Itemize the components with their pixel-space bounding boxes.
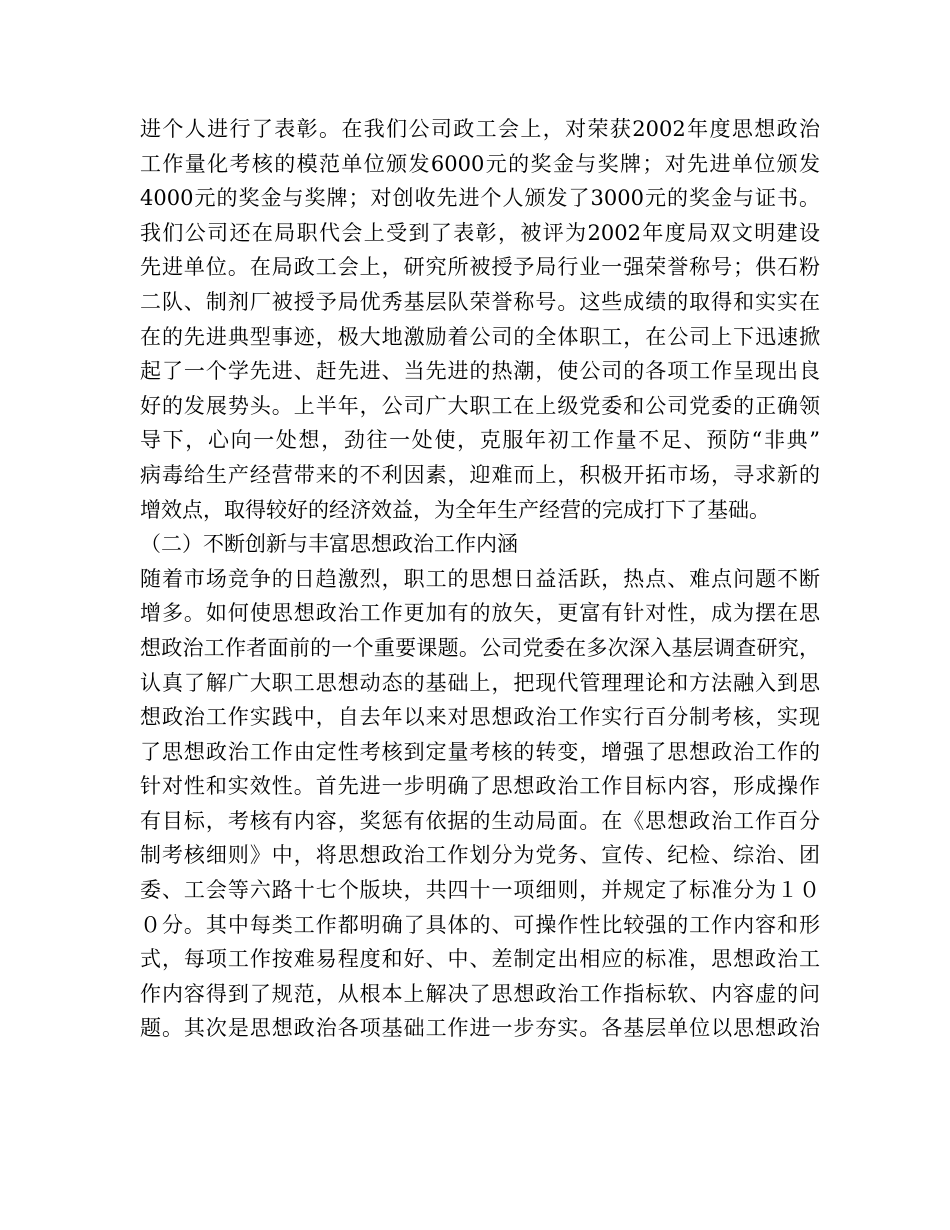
- text-line: 起了一个学先进、赶先进、当先进的热潮，使公司的各项工作呈现出良: [140, 359, 820, 384]
- text-line: 先进单位。在局政工会上，研究所被授予局行业一强荣誉称号；供石粉: [140, 255, 820, 280]
- text-line: 作内容得到了规范，从根本上解决了思想政治工作指标软、内容虚的问: [140, 981, 820, 1006]
- text-line: 有目标，考核有内容，奖惩有依据的生动局面。在《思想政治工作百分: [140, 808, 820, 833]
- text-line: 增多。如何使思想政治工作更加有的放矢，更富有针对性，成为摆在思: [140, 601, 820, 626]
- text-line: 制考核细则》中，将思想政治工作划分为党务、宣传、纪检、综治、团: [140, 843, 820, 868]
- text-line: 认真了解广大职工思想动态的基础上，把现代管理理论和方法融入到思: [140, 670, 820, 695]
- text-line: 工作量化考核的模范单位颁发6000元的奖金与奖牌；对先进单位颁发: [140, 151, 820, 176]
- section-heading: （二）不断创新与丰富思想政治工作内涵: [140, 532, 518, 557]
- text-line: 在的先进典型事迹，极大地激励着公司的全体职工，在公司上下迅速掀: [140, 324, 820, 349]
- text-line: 病毒给生产经营带来的不利因素，迎难而上，积极开拓市场，寻求新的: [140, 462, 820, 487]
- text-line: 4000元的奖金与奖牌；对创收先进个人颁发了3000元的奖金与证书。: [140, 186, 820, 211]
- text-line: 式，每项工作按难易程度和好、中、差制定出相应的标准，思想政治工: [140, 947, 820, 972]
- text-line: 我们公司还在局职代会上受到了表彰，被评为2002年度局双文明建设: [140, 220, 820, 245]
- text-line: 想政治工作实践中，自去年以来对思想政治工作实行百分制考核，实现: [140, 705, 820, 730]
- text-line: ０分。其中每类工作都明确了具体的、可操作性比较强的工作内容和形: [140, 912, 820, 937]
- text-line: 随着市场竞争的日趋激烈，职工的思想日益活跃，热点、难点问题不断: [140, 566, 820, 591]
- text-line: 导下，心向一处想，劲往一处使，克服年初工作量不足、预防“非典”: [140, 428, 820, 453]
- text-line: 委、工会等六路十七个版块，共四十一项细则，并规定了标准分为１０: [140, 878, 820, 903]
- text-line: 进个人进行了表彰。在我们公司政工会上，对荣获2002年度思想政治: [140, 117, 820, 141]
- body-text: [140, 112, 820, 1046]
- text-line: 增效点，取得较好的经济效益，为全年生产经营的完成打下了基础。: [140, 497, 770, 522]
- text-line: 针对性和实效性。首先进一步明确了思想政治工作目标内容，形成操作: [140, 774, 820, 799]
- text-line: 好的发展势头。上半年，公司广大职工在上级党委和公司党委的正确领: [140, 393, 820, 418]
- text-line: 想政治工作者面前的一个重要课题。公司党委在多次深入基层调查研究，: [140, 635, 820, 660]
- text-line: 二队、制剂厂被授予局优秀基层队荣誉称号。这些成绩的取得和实实在: [140, 289, 820, 314]
- text-line: 了思想政治工作由定性考核到定量考核的转变，增强了思想政治工作的: [140, 739, 820, 764]
- text-line: 题。其次是思想政治各项基础工作进一步夯实。各基层单位以思想政治: [140, 1016, 820, 1041]
